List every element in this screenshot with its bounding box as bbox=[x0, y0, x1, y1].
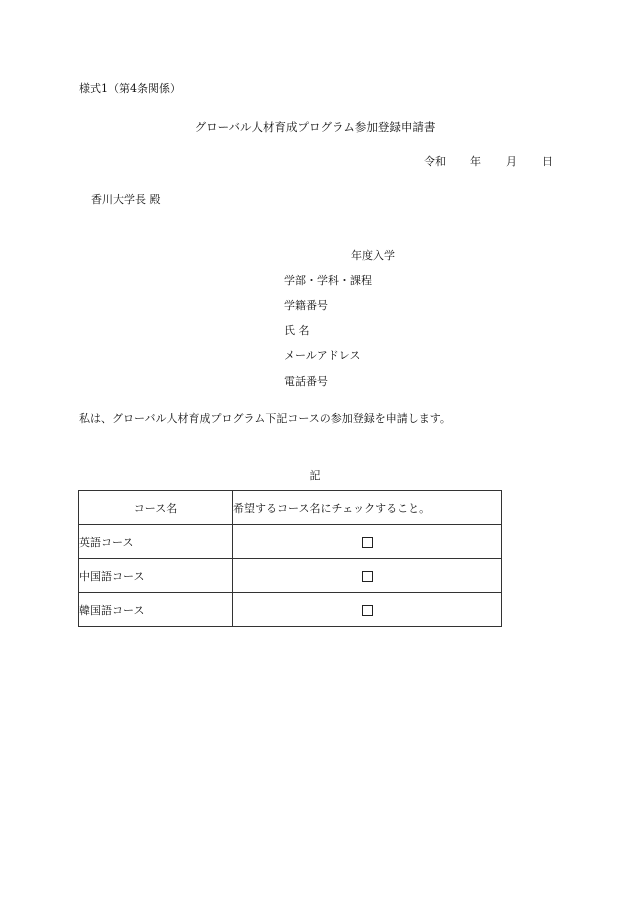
document-title: グローバル人材育成プログラム参加登録申請書 bbox=[194, 120, 436, 134]
checkbox-cell bbox=[233, 525, 502, 559]
checkbox-english[interactable] bbox=[362, 537, 373, 548]
date-day-label: 日 bbox=[542, 155, 553, 168]
field-faculty-label: 学部・学科・課程 bbox=[284, 274, 372, 287]
date-month-label: 月 bbox=[506, 155, 517, 168]
table-row bbox=[79, 593, 502, 627]
date-line bbox=[424, 156, 553, 167]
field-phone-label: 電話番号 bbox=[284, 375, 328, 388]
date-era-label: 令和 bbox=[424, 155, 446, 168]
addressee: 香川大学長 殿 bbox=[91, 193, 161, 206]
checkbox-cell bbox=[233, 593, 502, 627]
course-table bbox=[78, 490, 502, 627]
ki-heading: 記 bbox=[309, 469, 321, 482]
header-check-instruction: 希望するコース名にチェックすること。 bbox=[233, 491, 502, 525]
application-statement: 私は、グローバル人材育成プログラム下記コースの参加登録を申請します。 bbox=[79, 412, 451, 425]
checkbox-cell bbox=[233, 559, 502, 593]
table-header-row bbox=[79, 491, 502, 525]
checkbox-chinese[interactable] bbox=[362, 571, 373, 582]
course-name-english: 英語コース bbox=[79, 525, 233, 559]
enrollment-year-label: 年度入学 bbox=[351, 249, 395, 262]
table-row bbox=[79, 559, 502, 593]
header-course-name: コース名 bbox=[79, 491, 233, 525]
table-row bbox=[79, 525, 502, 559]
checkbox-korean[interactable] bbox=[362, 605, 373, 616]
field-name-label: 氏 名 bbox=[284, 324, 310, 337]
date-year-label: 年 bbox=[470, 155, 481, 168]
course-name-korean: 韓国語コース bbox=[79, 593, 233, 627]
form-number: 様式1（第4条関係） bbox=[79, 82, 181, 95]
field-email-label: メールアドレス bbox=[284, 349, 361, 362]
field-student-id-label: 学籍番号 bbox=[284, 299, 328, 312]
course-name-chinese: 中国語コース bbox=[79, 559, 233, 593]
